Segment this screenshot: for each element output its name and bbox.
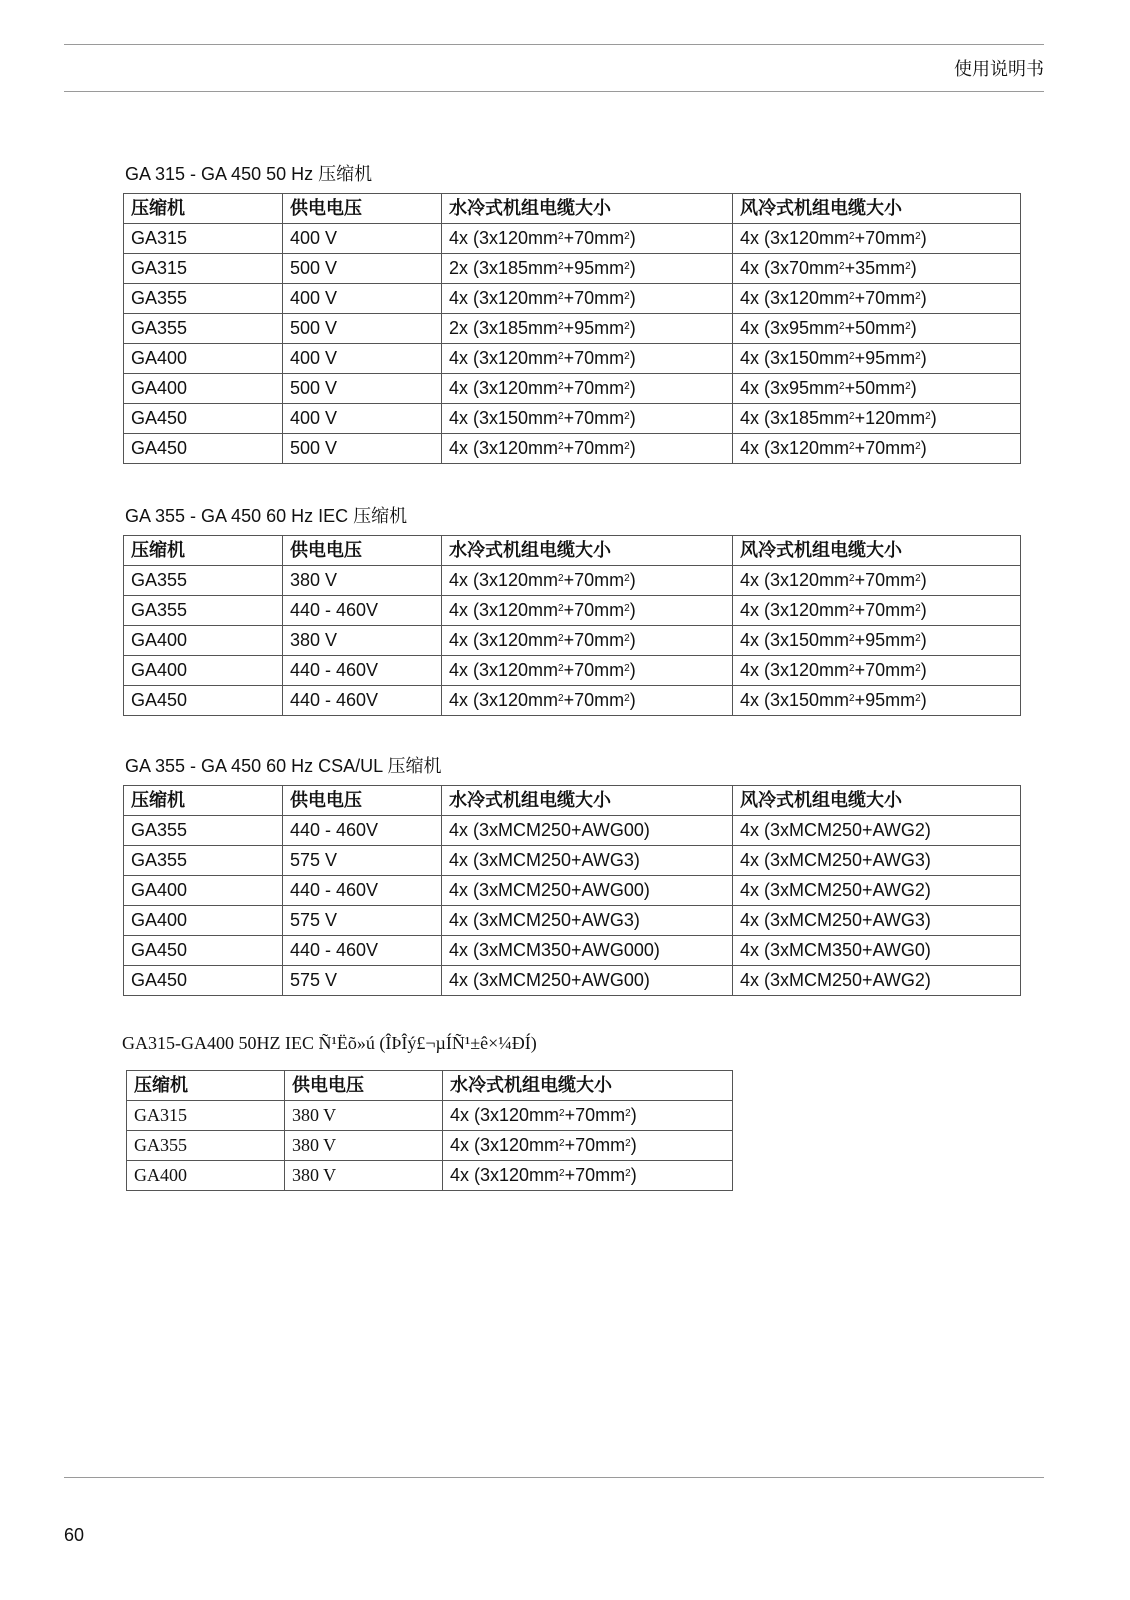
footer-rule xyxy=(64,1477,1044,1478)
table-row xyxy=(124,284,1021,314)
table-row xyxy=(124,566,1021,596)
table-row xyxy=(124,224,1021,254)
air-cooled-cable-cell: 4x $(3x95mm^2+50mm^2)$ xyxy=(733,314,1021,344)
air-cooled-cable-cell: 4x $(3x120mm^2+70mm^2)$ xyxy=(733,224,1021,254)
compressor-cell: GA450 xyxy=(124,434,283,464)
voltage-cell: 575 V xyxy=(283,906,442,936)
water-cooled-cable-cell: 4x $(3x120mm^2+70mm^2)$ xyxy=(442,566,733,596)
table-header-row xyxy=(124,786,1021,816)
water-cooled-cable-cell: 4x (3xMCM250+AWG3) xyxy=(442,906,733,936)
compressor-cell: GA450 xyxy=(124,966,283,996)
water-cooled-cable-cell: 4x (3xMCM250+AWG00) xyxy=(442,816,733,846)
table-row xyxy=(124,314,1021,344)
air-cooled-cable-cell: 4x (3xMCM250+AWG3) xyxy=(733,846,1021,876)
water-cooled-cable-cell: 4x $(3x120mm^2+70mm^2)$ xyxy=(443,1161,733,1191)
water-cooled-cable-cell: 4x (3xMCM250+AWG3) xyxy=(442,846,733,876)
cable-size-table xyxy=(123,785,1021,996)
column-header: 水冷式机组电缆大小 xyxy=(442,194,733,224)
table-row xyxy=(124,254,1021,284)
water-cooled-cable-cell: 4x $(3x120mm^2+70mm^2)$ xyxy=(442,284,733,314)
header-top-rule xyxy=(64,44,1044,45)
table-header-row xyxy=(127,1071,733,1101)
cable-size-table xyxy=(123,535,1021,716)
compressor-cell: GA355 xyxy=(124,566,283,596)
column-header: 供电电压 xyxy=(285,1071,443,1101)
air-cooled-cable-cell: 4x $(3x120mm^2+70mm^2)$ xyxy=(733,566,1021,596)
water-cooled-cable-cell: 4x $(3x120mm^2+70mm^2)$ xyxy=(442,434,733,464)
air-cooled-cable-cell: 4x (3xMCM350+AWG0) xyxy=(733,936,1021,966)
table-row xyxy=(124,344,1021,374)
compressor-cell: GA450 xyxy=(124,686,283,716)
column-header: 水冷式机组电缆大小 xyxy=(443,1071,733,1101)
table-header-row xyxy=(124,194,1021,224)
air-cooled-cable-cell: 4x (3xMCM250+AWG2) xyxy=(733,816,1021,846)
table-row xyxy=(124,846,1021,876)
air-cooled-cable-cell: 4x $(3x120mm^2+70mm^2)$ xyxy=(733,596,1021,626)
air-cooled-cable-cell: 4x $(3x150mm^2+95mm^2)$ xyxy=(733,344,1021,374)
compressor-cell: GA355 xyxy=(124,846,283,876)
water-cooled-cable-cell: 4x $(3x120mm^2+70mm^2)$ xyxy=(443,1101,733,1131)
compressor-cell: GA315 xyxy=(124,224,283,254)
voltage-cell: 440 - 460V xyxy=(283,596,442,626)
voltage-cell: 440 - 460V xyxy=(283,876,442,906)
column-header: 压缩机 xyxy=(127,1071,285,1101)
compressor-cell: GA355 xyxy=(124,596,283,626)
air-cooled-cable-cell: 4x $(3x150mm^2+95mm^2)$ xyxy=(733,626,1021,656)
table-title: GA315-GA400 50HZ IEC Ñ¹Ëõ»ú (ÎÞÎý£¬µÍÑ¹±ê×¼ÐÍ) xyxy=(122,1033,537,1053)
table-row xyxy=(127,1101,733,1131)
water-cooled-cable-cell: 4x $(3x120mm^2+70mm^2)$ xyxy=(443,1131,733,1161)
table-row xyxy=(127,1161,733,1191)
air-cooled-cable-cell: 4x $(3x120mm^2+70mm^2)$ xyxy=(733,284,1021,314)
compressor-cell: GA355 xyxy=(124,816,283,846)
water-cooled-cable-cell: 4x $(3x120mm^2+70mm^2)$ xyxy=(442,686,733,716)
compressor-cell: GA450 xyxy=(124,404,283,434)
table-row xyxy=(127,1131,733,1161)
compressor-cell: GA450 xyxy=(124,936,283,966)
compressor-cell: GA400 xyxy=(124,876,283,906)
compressor-cell: GA315 xyxy=(124,254,283,284)
table-title: GA 315 - GA 450 50 Hz 压缩机 xyxy=(125,164,373,184)
table-row xyxy=(124,966,1021,996)
voltage-cell: 575 V xyxy=(283,966,442,996)
voltage-cell: 380 V xyxy=(285,1161,443,1191)
air-cooled-cable-cell: 4x $(3x150mm^2+95mm^2)$ xyxy=(733,686,1021,716)
water-cooled-cable-cell: 4x $(3x120mm^2+70mm^2)$ xyxy=(442,626,733,656)
column-header: 压缩机 xyxy=(124,536,283,566)
column-header: 压缩机 xyxy=(124,786,283,816)
column-header: 供电电压 xyxy=(283,786,442,816)
water-cooled-cable-cell: 2x $(3x185mm^2+95mm^2)$ xyxy=(442,254,733,284)
water-cooled-cable-cell: 4x (3xMCM350+AWG000) xyxy=(442,936,733,966)
page-number: 60 xyxy=(64,1525,85,1545)
compressor-cell: GA400 xyxy=(127,1161,285,1191)
voltage-cell: 380 V xyxy=(285,1131,443,1161)
table-title: GA 355 - GA 450 60 Hz CSA/UL 压缩机 xyxy=(125,756,442,776)
water-cooled-cable-cell: 4x $(3x150mm^2+70mm^2)$ xyxy=(442,404,733,434)
voltage-cell: 400 V xyxy=(283,404,442,434)
air-cooled-cable-cell: 4x $(3x95mm^2+50mm^2)$ xyxy=(733,374,1021,404)
cable-size-table xyxy=(123,193,1021,464)
water-cooled-cable-cell: 4x $(3x120mm^2+70mm^2)$ xyxy=(442,596,733,626)
column-header: 压缩机 xyxy=(124,194,283,224)
column-header: 风冷式机组电缆大小 xyxy=(733,194,1021,224)
air-cooled-cable-cell: 4x $(3x185mm^2+120mm^2)$ xyxy=(733,404,1021,434)
column-header: 风冷式机组电缆大小 xyxy=(733,786,1021,816)
header-title: 使用说明书 xyxy=(954,59,1044,79)
table-title: GA 355 - GA 450 60 Hz IEC 压缩机 xyxy=(125,506,408,526)
table-row xyxy=(124,936,1021,966)
voltage-cell: 400 V xyxy=(283,284,442,314)
voltage-cell: 400 V xyxy=(283,224,442,254)
air-cooled-cable-cell: 4x (3xMCM250+AWG2) xyxy=(733,876,1021,906)
cable-size-table xyxy=(126,1070,733,1191)
compressor-cell: GA355 xyxy=(127,1131,285,1161)
air-cooled-cable-cell: 4x (3xMCM250+AWG3) xyxy=(733,906,1021,936)
column-header: 水冷式机组电缆大小 xyxy=(442,536,733,566)
water-cooled-cable-cell: 4x (3xMCM250+AWG00) xyxy=(442,966,733,996)
voltage-cell: 380 V xyxy=(283,566,442,596)
compressor-cell: GA400 xyxy=(124,656,283,686)
compressor-cell: GA400 xyxy=(124,374,283,404)
table-header-row xyxy=(124,536,1021,566)
compressor-cell: GA400 xyxy=(124,906,283,936)
air-cooled-cable-cell: 4x $(3x120mm^2+70mm^2)$ xyxy=(733,656,1021,686)
water-cooled-cable-cell: 4x $(3x120mm^2+70mm^2)$ xyxy=(442,656,733,686)
air-cooled-cable-cell: 4x $(3x120mm^2+70mm^2)$ xyxy=(733,434,1021,464)
voltage-cell: 500 V xyxy=(283,434,442,464)
voltage-cell: 380 V xyxy=(285,1101,443,1131)
table-row xyxy=(124,906,1021,936)
water-cooled-cable-cell: 4x (3xMCM250+AWG00) xyxy=(442,876,733,906)
air-cooled-cable-cell: 4x (3xMCM250+AWG2) xyxy=(733,966,1021,996)
voltage-cell: 400 V xyxy=(283,344,442,374)
table-row xyxy=(124,686,1021,716)
table-row xyxy=(124,876,1021,906)
compressor-cell: GA355 xyxy=(124,284,283,314)
voltage-cell: 440 - 460V xyxy=(283,686,442,716)
table-row xyxy=(124,434,1021,464)
water-cooled-cable-cell: 4x $(3x120mm^2+70mm^2)$ xyxy=(442,224,733,254)
column-header: 供电电压 xyxy=(283,194,442,224)
column-header: 供电电压 xyxy=(283,536,442,566)
voltage-cell: 500 V xyxy=(283,314,442,344)
voltage-cell: 440 - 460V xyxy=(283,936,442,966)
voltage-cell: 380 V xyxy=(283,626,442,656)
header-bottom-rule xyxy=(64,91,1044,92)
compressor-cell: GA315 xyxy=(127,1101,285,1131)
table-row xyxy=(124,626,1021,656)
compressor-cell: GA355 xyxy=(124,314,283,344)
compressor-cell: GA400 xyxy=(124,344,283,374)
voltage-cell: 575 V xyxy=(283,846,442,876)
table-row xyxy=(124,374,1021,404)
water-cooled-cable-cell: 4x $(3x120mm^2+70mm^2)$ xyxy=(442,374,733,404)
table-row xyxy=(124,404,1021,434)
voltage-cell: 500 V xyxy=(283,374,442,404)
voltage-cell: 500 V xyxy=(283,254,442,284)
table-row xyxy=(124,656,1021,686)
column-header: 水冷式机组电缆大小 xyxy=(442,786,733,816)
voltage-cell: 440 - 460V xyxy=(283,816,442,846)
column-header: 风冷式机组电缆大小 xyxy=(733,536,1021,566)
water-cooled-cable-cell: 2x $(3x185mm^2+95mm^2)$ xyxy=(442,314,733,344)
compressor-cell: GA400 xyxy=(124,626,283,656)
water-cooled-cable-cell: 4x $(3x120mm^2+70mm^2)$ xyxy=(442,344,733,374)
table-row xyxy=(124,816,1021,846)
table-row xyxy=(124,596,1021,626)
voltage-cell: 440 - 460V xyxy=(283,656,442,686)
air-cooled-cable-cell: 4x $(3x70mm^2+35mm^2)$ xyxy=(733,254,1021,284)
